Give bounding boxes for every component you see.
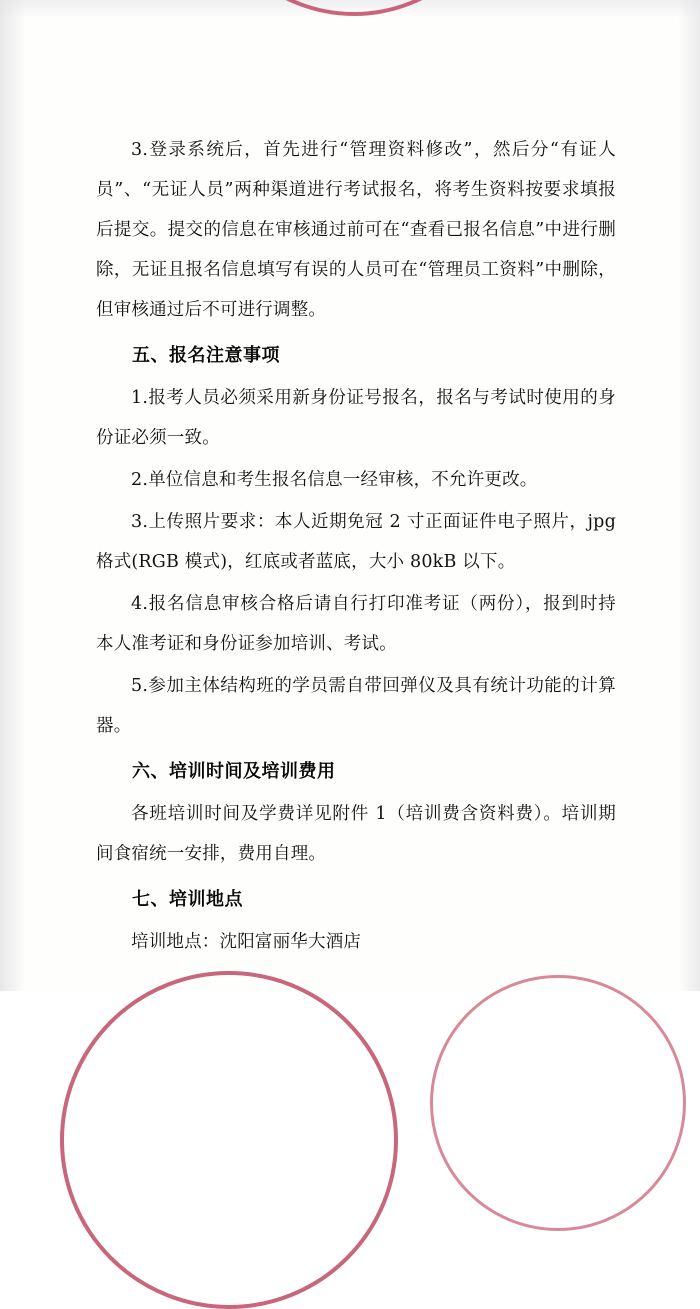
- red-stamp-arc-top: [200, 0, 508, 16]
- paragraph-note-3: 3.上传照片要求：本人近期免冠 2 寸正面证件电子照片，jpg 格式(RGB 模式)，红底或者蓝底，大小 80kB 以下。: [96, 512, 616, 572]
- paragraph-training-fee: 各班培训时间及学费详见附件 1（培训费含资料费）。培训期间食宿统一安排，费用自理。: [96, 804, 616, 864]
- paragraph-login-instructions: 3.登录系统后，首先进行“管理资料修改”，然后分“有证人员”、“无证人员”两种渠道进行考试报名，将考生资料按要求填报后提交。提交的信息在审核通过前可在“查看已报名信息”中进行删除，无证且报名信息填写有误的人员可在“管理员工资料”中删除，但审核通过后不可进行调整。: [96, 140, 616, 320]
- paragraph-note-5: 5.参加主体结构班的学员需自带回弹仪及具有统计功能的计算器。: [96, 676, 616, 736]
- section-heading-training-location: 七、培训地点: [132, 889, 243, 910]
- scan-shadow-right: [678, 0, 700, 991]
- red-stamp-arc-bottom-left: [60, 971, 398, 1309]
- red-stamp-arc-bottom-right: [430, 975, 686, 1231]
- paragraph-note-1: 1.报考人员必须采用新身份证号报名，报名与考试时使用的身份证必须一致。: [96, 388, 616, 448]
- scan-shadow-left: [0, 0, 26, 991]
- document-body: [96, 130, 616, 964]
- section-heading-registration-notes: 五、报名注意事项: [132, 345, 280, 366]
- scan-shadow-top: [0, 0, 700, 18]
- paragraph-note-4: 4.报名信息审核合格后请自行打印准考证（两份），报到时持本人准考证和身份证参加培训、考试。: [96, 594, 616, 654]
- paragraph-training-location: 培训地点：沈阳富丽华大酒店: [131, 932, 362, 952]
- paragraph-note-2: 2.单位信息和考生报名信息一经审核，不允许更改。: [131, 470, 538, 490]
- section-heading-training-time-fee: 六、培训时间及培训费用: [132, 761, 336, 782]
